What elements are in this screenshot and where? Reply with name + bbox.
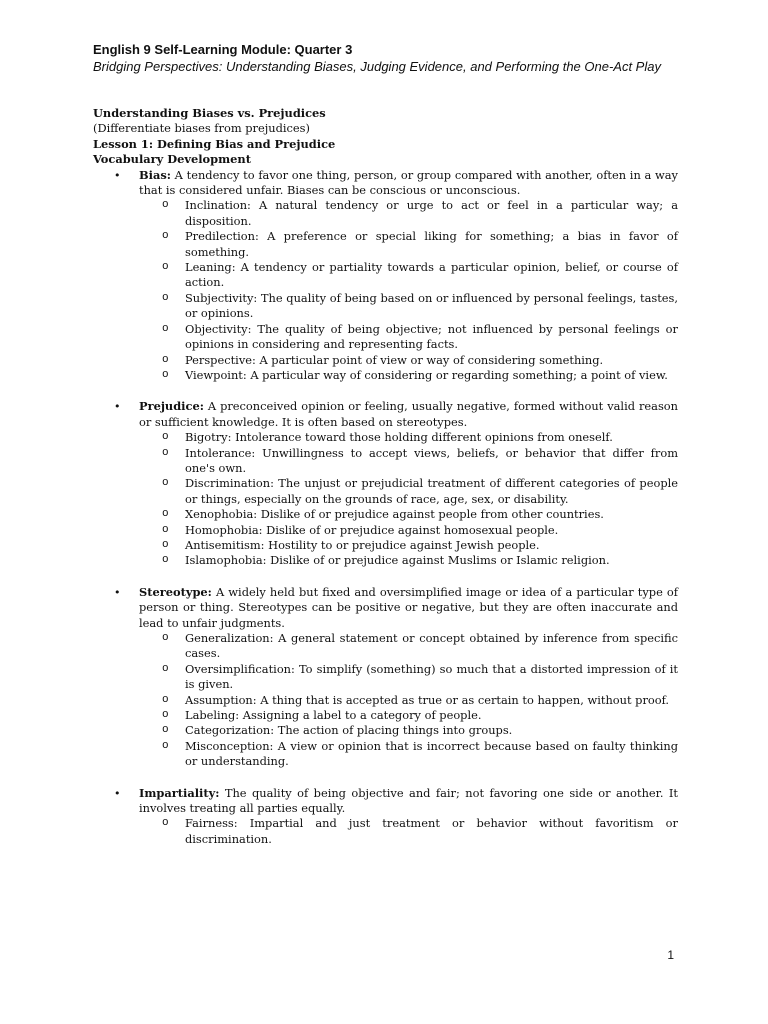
related-term-text: Misconception: A view or opinion that is incorrect because based on faulty thinking or understanding. bbox=[185, 738, 678, 769]
related-term-text: Fairness: Impartial and just treatment or behavior without favoritism or discrimination. bbox=[185, 816, 678, 846]
related-term-item bbox=[139, 322, 678, 353]
sub-bullet-icon: o bbox=[162, 322, 169, 335]
related-term-item bbox=[139, 368, 678, 383]
sub-bullet-icon: o bbox=[162, 431, 169, 444]
related-term-text: Islamophobia: Dislike of or prejudice against Muslims or Islamic religion. bbox=[185, 553, 610, 568]
related-term-text: Antisemitism: Hostility to or prejudice against Jewish people. bbox=[185, 537, 540, 552]
related-term-item bbox=[139, 507, 678, 522]
section-heading: Understanding Biases vs. Prejudices bbox=[93, 106, 326, 120]
sub-bullet-icon: o bbox=[162, 632, 169, 644]
related-term-text: Inclination: A natural tendency or urge to act or feel in a particular way; a disposition. bbox=[185, 198, 678, 228]
sub-bullet-icon: o bbox=[162, 817, 169, 830]
related-term-item bbox=[139, 631, 678, 662]
sub-bullet-icon: o bbox=[162, 199, 169, 212]
document-body bbox=[93, 106, 678, 863]
related-terms-list bbox=[139, 631, 678, 770]
related-term-text: Perspective: A particular point of view or way of considering something. bbox=[185, 352, 604, 367]
vocabulary-term-item bbox=[93, 399, 678, 568]
sub-bullet-icon: o bbox=[162, 693, 169, 706]
related-term-text: Xenophobia: Dislike of or prejudice against people from other countries. bbox=[185, 507, 604, 522]
related-term-item bbox=[139, 538, 678, 553]
term-name: Bias: bbox=[139, 167, 171, 182]
vocabulary-term-item bbox=[93, 168, 678, 384]
bullet-icon: • bbox=[114, 585, 121, 599]
related-term-text: Leaning: A tendency or partiality towards a particular opinion, belief, or course of action. bbox=[185, 260, 678, 290]
section-note: (Differentiate biases from prejudices) bbox=[93, 121, 310, 136]
term-name: Prejudice: bbox=[139, 399, 204, 414]
sub-bullet-icon: o bbox=[162, 523, 169, 536]
related-term-item bbox=[139, 260, 678, 291]
term-name: Stereotype: bbox=[139, 584, 212, 599]
term-definition: A preconceived opinion or feeling, usually negative, formed without valid reason or sufficient knowledge. It is often based on stereotypes. bbox=[139, 399, 678, 429]
bullet-icon: • bbox=[114, 400, 121, 414]
related-term-text: Generalization: A general statement or concept obtained by inference from specific cases. bbox=[185, 631, 678, 661]
sub-bullet-icon: o bbox=[162, 368, 169, 381]
sub-bullet-icon: o bbox=[162, 554, 169, 567]
related-terms-list bbox=[139, 198, 678, 383]
related-term-item bbox=[139, 708, 678, 723]
related-term-text: Oversimplification: To simplify (something) so much that a distorted impression of it is given. bbox=[185, 661, 678, 692]
related-terms-list bbox=[139, 430, 678, 569]
related-term-text: Labeling: Assigning a label to a category of people. bbox=[185, 708, 482, 723]
related-term-text: Categorization: The action of placing things into groups. bbox=[185, 723, 513, 738]
related-term-item bbox=[139, 723, 678, 738]
sub-bullet-icon: o bbox=[162, 508, 169, 521]
related-term-item bbox=[139, 816, 678, 847]
related-term-item bbox=[139, 353, 678, 368]
sub-bullet-icon: o bbox=[162, 724, 169, 737]
page-number: 1 bbox=[667, 948, 674, 962]
sub-bullet-icon: o bbox=[162, 477, 169, 490]
term-definition: A widely held but fixed and oversimplified image or idea of a particular type of person or thing. Stereotypes can be positive or negative, but they are often inaccurate and lead to unfair judgments. bbox=[139, 584, 678, 630]
sub-bullet-icon: o bbox=[162, 291, 169, 304]
related-term-item bbox=[139, 446, 678, 477]
related-term-text: Homophobia: Dislike of or prejudice against homosexual people. bbox=[185, 522, 559, 537]
vocabulary-heading: Vocabulary Development bbox=[93, 152, 251, 167]
term-definition: A tendency to favor one thing, person, or group compared with another, often in a way that is considered unfair. Biases can be conscious or unconscious. bbox=[139, 167, 678, 198]
related-term-text: Intolerance: Unwillingness to accept views, beliefs, or behavior that differ from one's own. bbox=[185, 445, 678, 475]
module-subtitle: Bridging Perspectives: Understanding Biases, Judging Evidence, and Performing the One-Act Play bbox=[93, 59, 661, 74]
term-definition: The quality of being objective and fair; not favoring one side or another. It involves treating all parties equally. bbox=[139, 785, 678, 816]
bullet-icon: • bbox=[114, 168, 121, 182]
term-entry bbox=[139, 399, 678, 430]
vocabulary-term-item bbox=[93, 786, 678, 848]
related-term-item bbox=[139, 476, 678, 507]
related-term-item bbox=[139, 229, 678, 260]
related-term-item bbox=[139, 291, 678, 322]
sub-bullet-icon: o bbox=[162, 446, 169, 459]
related-term-item bbox=[139, 430, 678, 445]
term-entry bbox=[139, 585, 678, 631]
sub-bullet-icon: o bbox=[162, 230, 169, 243]
vocabulary-list bbox=[93, 168, 678, 848]
module-title: English 9 Self-Learning Module: Quarter 3 bbox=[93, 42, 353, 57]
sub-bullet-icon: o bbox=[162, 709, 169, 722]
sub-bullet-icon: o bbox=[162, 538, 169, 551]
sub-bullet-icon: o bbox=[162, 739, 169, 752]
related-term-text: Viewpoint: A particular way of considering or regarding something; a point of view. bbox=[185, 367, 668, 382]
related-term-text: Predilection: A preference or special liking for something; a bias in favor of something. bbox=[185, 229, 678, 259]
related-term-text: Assumption: A thing that is accepted as true or as certain to happen, without proof. bbox=[185, 692, 670, 707]
related-term-item bbox=[139, 739, 678, 770]
related-terms-list bbox=[139, 816, 678, 847]
related-term-text: Discrimination: The unjust or prejudicial treatment of different categories of people or things, especially on the grounds of race, age, sex, or disability. bbox=[185, 476, 678, 506]
term-entry bbox=[139, 168, 678, 199]
related-term-item bbox=[139, 662, 678, 693]
related-term-item bbox=[139, 693, 678, 708]
sub-bullet-icon: o bbox=[162, 261, 169, 274]
term-name: Impartiality: bbox=[139, 785, 220, 800]
vocabulary-term-item bbox=[93, 585, 678, 770]
related-term-item bbox=[139, 523, 678, 538]
lesson-heading: Lesson 1: Defining Bias and Prejudice bbox=[93, 136, 336, 151]
related-term-item bbox=[139, 198, 678, 229]
related-term-text: Objectivity: The quality of being objective; not influenced by personal feelings or opinions in considering and representing facts. bbox=[185, 321, 678, 352]
related-term-item bbox=[139, 553, 678, 568]
term-entry bbox=[139, 786, 678, 817]
bullet-icon: • bbox=[114, 786, 121, 800]
sub-bullet-icon: o bbox=[162, 662, 169, 675]
sub-bullet-icon: o bbox=[162, 353, 169, 366]
related-term-text: Bigotry: Intolerance toward those holding different opinions from oneself. bbox=[185, 430, 613, 445]
related-term-text: Subjectivity: The quality of being based on or influenced by personal feelings, tastes, or opinions. bbox=[185, 290, 678, 321]
